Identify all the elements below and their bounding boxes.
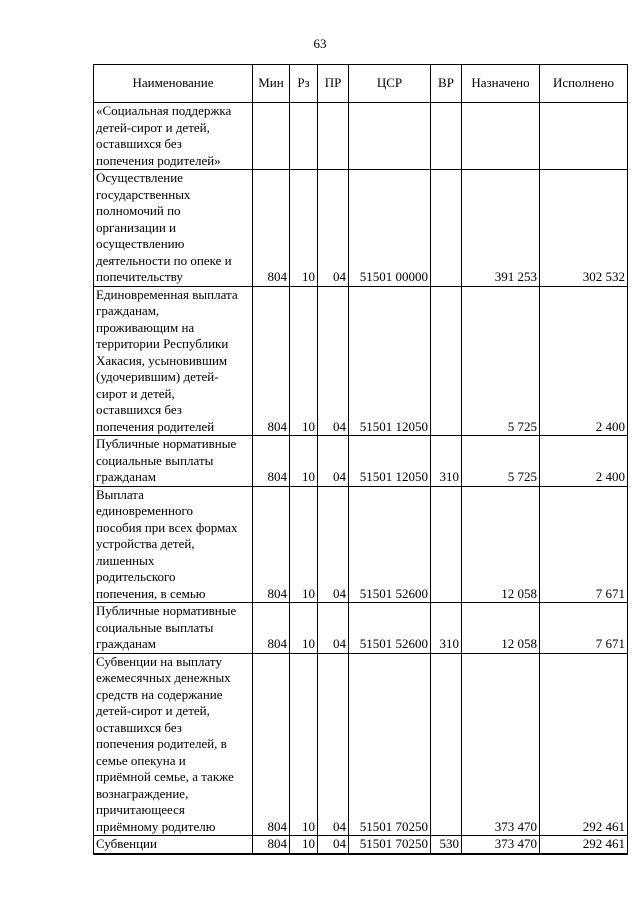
row-executed: 7 671 (540, 603, 628, 654)
row-min: 804 (253, 436, 290, 487)
row-vr: 310 (431, 603, 462, 654)
row-pr: 04 (318, 486, 349, 603)
table-row (94, 170, 628, 287)
row-rz: 10 (290, 836, 318, 854)
row-vr (431, 486, 462, 603)
row-csr: 51501 52600 (349, 486, 431, 603)
page-number: 63 (313, 36, 327, 51)
row-assigned: 373 470 (462, 653, 540, 836)
row-pr (318, 103, 349, 170)
table-row (94, 653, 628, 836)
row-executed: 7 671 (540, 486, 628, 603)
table-row (94, 436, 628, 487)
row-assigned: 12 058 (462, 603, 540, 654)
row-csr: 51501 70250 (349, 653, 431, 836)
row-executed: 292 461 (540, 836, 628, 854)
row-min (253, 103, 290, 170)
row-csr: 51501 12050 (349, 286, 431, 436)
row-vr: 530 (431, 836, 462, 854)
row-pr: 04 (318, 436, 349, 487)
row-csr: 51501 12050 (349, 436, 431, 487)
table-row (94, 836, 628, 854)
row-executed: 302 532 (540, 170, 628, 287)
row-pr: 04 (318, 603, 349, 654)
row-pr: 04 (318, 836, 349, 854)
row-vr (431, 286, 462, 436)
row-pr: 04 (318, 286, 349, 436)
row-vr (431, 103, 462, 170)
row-rz: 10 (290, 436, 318, 487)
row-name: Субвенции (94, 836, 253, 854)
row-executed (540, 103, 628, 170)
row-assigned: 391 253 (462, 170, 540, 287)
row-assigned: 5 725 (462, 286, 540, 436)
row-assigned: 12 058 (462, 486, 540, 603)
row-assigned: 373 470 (462, 836, 540, 854)
header-row (94, 65, 628, 103)
row-assigned: 5 725 (462, 436, 540, 487)
header-assigned: Назначено (462, 65, 540, 103)
header-executed: Исполнено (540, 65, 628, 103)
row-pr: 04 (318, 653, 349, 836)
row-assigned (462, 103, 540, 170)
row-name: Единовременная выплата гражданам, проживающим на территории Республики Хакасия, усыновившим (удочерившим) детей- сирот и детей, оставшихся без попечения родителей (94, 286, 253, 436)
row-executed: 2 400 (540, 286, 628, 436)
row-csr: 51501 52600 (349, 603, 431, 654)
header-pr: ПР (318, 65, 349, 103)
table-row (94, 286, 628, 436)
row-min: 804 (253, 286, 290, 436)
budget-table (93, 64, 628, 855)
row-name: Субвенции на выплату ежемесячных денежных средств на содержание детей-сирот и детей, оставшихся без попечения родителей, в семье опекуна и приёмной семье, а также вознаграждение, причитающееся приёмному родителю (94, 653, 253, 836)
row-name: Осуществление государственных полномочий по организации и осуществлению деятельности по опеке и попечительству (94, 170, 253, 287)
row-csr: 51501 70250 (349, 836, 431, 854)
row-rz: 10 (290, 653, 318, 836)
row-rz: 10 (290, 603, 318, 654)
row-name: Публичные нормативные социальные выплаты гражданам (94, 436, 253, 487)
row-rz: 10 (290, 486, 318, 603)
table-row (94, 103, 628, 170)
row-executed: 292 461 (540, 653, 628, 836)
row-csr (349, 103, 431, 170)
row-rz: 10 (290, 286, 318, 436)
header-name: Наименование (94, 65, 253, 103)
header-min: Мин (253, 65, 290, 103)
header-rz: Рз (290, 65, 318, 103)
row-executed: 2 400 (540, 436, 628, 487)
row-vr (431, 170, 462, 287)
row-min: 804 (253, 170, 290, 287)
row-min: 804 (253, 653, 290, 836)
row-vr (431, 653, 462, 836)
table-row (94, 486, 628, 603)
row-rz: 10 (290, 170, 318, 287)
row-name: «Социальная поддержка детей-сирот и детей, оставшихся без попечения родителей» (94, 103, 253, 170)
row-rz (290, 103, 318, 170)
row-csr: 51501 00000 (349, 170, 431, 287)
row-pr: 04 (318, 170, 349, 287)
row-name: Выплата единовременного пособия при всех формах устройства детей, лишенных родительского попечения, в семью (94, 486, 253, 603)
row-name: Публичные нормативные социальные выплаты гражданам (94, 603, 253, 654)
row-min: 804 (253, 603, 290, 654)
header-csr: ЦСР (349, 65, 431, 103)
row-min: 804 (253, 486, 290, 603)
table-row (94, 603, 628, 654)
row-min: 804 (253, 836, 290, 854)
row-vr: 310 (431, 436, 462, 487)
header-vr: ВР (431, 65, 462, 103)
